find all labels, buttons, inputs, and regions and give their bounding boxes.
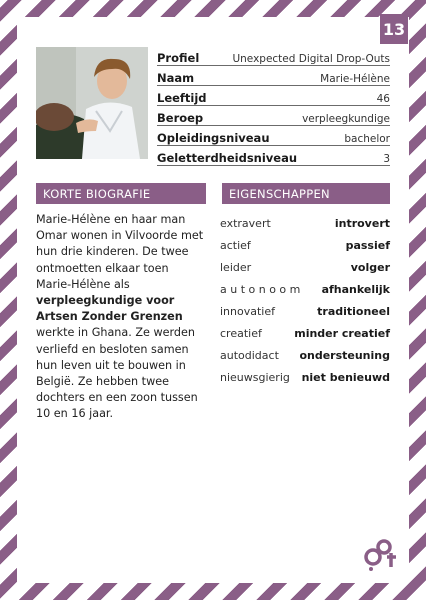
bio-text bbox=[36, 212, 206, 423]
trait-row bbox=[220, 256, 390, 278]
profile-label: Beroep bbox=[157, 111, 204, 125]
profile-value: 46 bbox=[376, 93, 390, 105]
trait-left: creatief bbox=[220, 326, 262, 340]
brand-logo-icon bbox=[362, 535, 398, 571]
profile-value: Unexpected Digital Drop-Outs bbox=[232, 53, 390, 65]
profile-table bbox=[157, 47, 390, 167]
profile-label: Geletterdheidsniveau bbox=[157, 151, 298, 165]
profile-row bbox=[157, 67, 390, 86]
profile-value: verpleegkundige bbox=[302, 113, 390, 125]
trait-left: a u t o n o o m bbox=[220, 282, 301, 296]
profile-value: bachelor bbox=[344, 133, 390, 145]
trait-row bbox=[220, 278, 390, 300]
trait-right: passief bbox=[345, 238, 390, 252]
profile-row bbox=[157, 107, 390, 126]
trait-row bbox=[220, 322, 390, 344]
trait-left: actief bbox=[220, 238, 251, 252]
bio-text-bold: verpleegkundige voor Artsen Zonder Grenzen bbox=[36, 294, 183, 324]
trait-left: innovatief bbox=[220, 304, 275, 318]
trait-row bbox=[220, 234, 390, 256]
profile-label: Leeftijd bbox=[157, 91, 207, 105]
profile-row bbox=[157, 147, 390, 166]
profile-row bbox=[157, 127, 390, 146]
trait-right: afhankelijk bbox=[321, 282, 390, 296]
nurse-photo-image bbox=[36, 47, 148, 159]
profile-value: Marie-Hélène bbox=[320, 73, 390, 85]
trait-row bbox=[220, 344, 390, 366]
page-number: 13 bbox=[380, 14, 408, 44]
trait-right: minder creatief bbox=[294, 326, 390, 340]
traits-list bbox=[220, 212, 390, 388]
trait-right: introvert bbox=[334, 216, 390, 230]
trait-right: volger bbox=[350, 260, 390, 274]
profile-label: Opleidingsniveau bbox=[157, 131, 270, 145]
profile-photo bbox=[36, 47, 148, 159]
trait-right: ondersteuning bbox=[299, 348, 390, 362]
trait-left: leider bbox=[220, 260, 252, 274]
trait-row bbox=[220, 212, 390, 234]
trait-left: autodidact bbox=[220, 348, 279, 362]
trait-row bbox=[220, 300, 390, 322]
traits-header: EIGENSCHAPPEN bbox=[222, 183, 390, 204]
profile-label: Profiel bbox=[157, 51, 200, 65]
trait-left: extravert bbox=[220, 216, 271, 230]
profile-row bbox=[157, 47, 390, 66]
profile-value: 3 bbox=[383, 153, 390, 165]
trait-row bbox=[220, 366, 390, 388]
trait-right: traditioneel bbox=[317, 304, 390, 318]
trait-right: niet benieuwd bbox=[301, 370, 390, 384]
trait-left: nieuwsgierig bbox=[220, 370, 290, 384]
bio-text-part: Marie-Hélène en haar man Omar wonen in Vilvoorde met hun drie kinderen. De twee ontmoetten elkaar toen Marie-Hélène als bbox=[36, 213, 204, 291]
profile-label: Naam bbox=[157, 71, 195, 85]
bio-header: KORTE BIOGRAFIE bbox=[36, 183, 206, 204]
bio-text-part: werkte in Ghana. Ze werden verliefd en besloten samen hun leven uit te bouwen in België. Ze hebben twee dochters en een zoon tussen 10 en 16 jaar. bbox=[36, 326, 198, 421]
profile-row bbox=[157, 87, 390, 106]
